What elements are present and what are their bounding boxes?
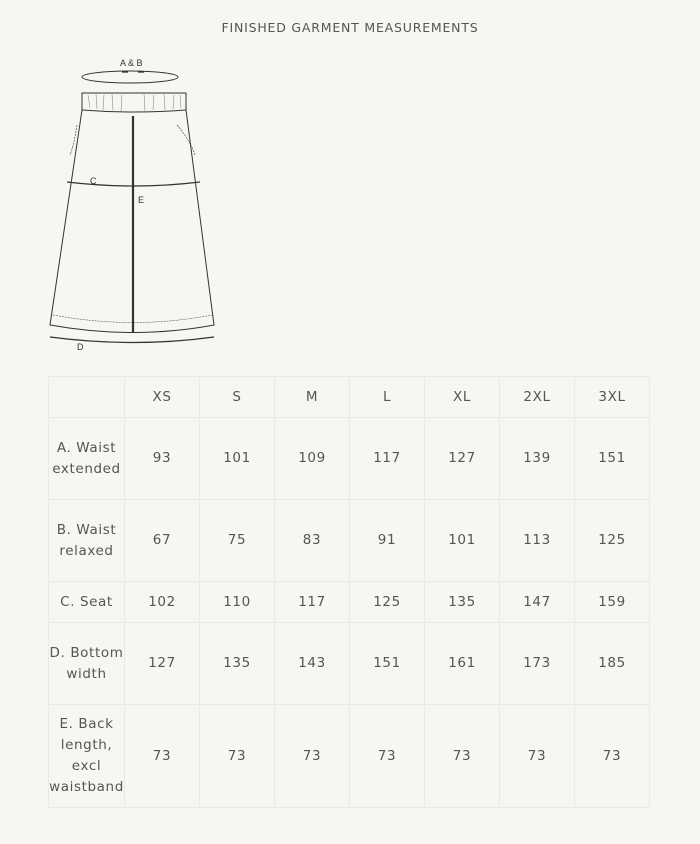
table-row bbox=[49, 582, 650, 623]
value-cell: 125 bbox=[350, 582, 425, 623]
value-cell: 73 bbox=[200, 705, 275, 808]
page-title: FINISHED GARMENT MEASUREMENTS bbox=[221, 20, 479, 35]
gathers bbox=[88, 94, 181, 111]
value-cell: 73 bbox=[575, 705, 650, 808]
value-cell: 117 bbox=[275, 582, 350, 623]
value-cell: 110 bbox=[200, 582, 275, 623]
header-cell: XS bbox=[125, 377, 200, 418]
value-cell: 143 bbox=[275, 623, 350, 705]
label-c: C bbox=[90, 176, 97, 186]
row-label: A. Waist extended bbox=[49, 418, 125, 500]
value-cell: 159 bbox=[575, 582, 650, 623]
value-cell: 117 bbox=[350, 418, 425, 500]
row-label: B. Waist relaxed bbox=[49, 500, 125, 582]
header-cell: XL bbox=[425, 377, 500, 418]
value-cell: 173 bbox=[500, 623, 575, 705]
value-cell: 161 bbox=[425, 623, 500, 705]
value-cell: 73 bbox=[425, 705, 500, 808]
waistband bbox=[82, 93, 186, 112]
label-e: E bbox=[138, 195, 145, 205]
table-row bbox=[49, 418, 650, 500]
value-cell: 73 bbox=[275, 705, 350, 808]
skirt-diagram bbox=[40, 50, 240, 360]
row-label: E. Back length, excl waistband bbox=[49, 705, 125, 808]
value-cell: 127 bbox=[125, 623, 200, 705]
value-cell: 102 bbox=[125, 582, 200, 623]
value-cell: 135 bbox=[425, 582, 500, 623]
value-cell: 93 bbox=[125, 418, 200, 500]
value-cell: 135 bbox=[200, 623, 275, 705]
table-row bbox=[49, 705, 650, 808]
bottom-width-line bbox=[50, 337, 214, 343]
value-cell: 125 bbox=[575, 500, 650, 582]
table-row bbox=[49, 623, 650, 705]
value-cell: 151 bbox=[350, 623, 425, 705]
value-cell: 113 bbox=[500, 500, 575, 582]
header-cell: L bbox=[350, 377, 425, 418]
value-cell: 139 bbox=[500, 418, 575, 500]
value-cell: 67 bbox=[125, 500, 200, 582]
header-cell: M bbox=[275, 377, 350, 418]
value-cell: 127 bbox=[425, 418, 500, 500]
header-cell: S bbox=[200, 377, 275, 418]
measurements-table bbox=[48, 376, 650, 808]
table-row bbox=[49, 500, 650, 582]
label-ab: A & B bbox=[120, 58, 143, 68]
value-cell: 73 bbox=[350, 705, 425, 808]
label-d: D bbox=[77, 342, 84, 352]
header-cell bbox=[49, 377, 125, 418]
waist-measure-ellipse bbox=[82, 71, 178, 83]
value-cell: 83 bbox=[275, 500, 350, 582]
value-cell: 151 bbox=[575, 418, 650, 500]
value-cell: 185 bbox=[575, 623, 650, 705]
row-label: D. Bottom width bbox=[49, 623, 125, 705]
value-cell: 109 bbox=[275, 418, 350, 500]
table-header-row bbox=[49, 377, 650, 418]
value-cell: 101 bbox=[200, 418, 275, 500]
header-cell: 2XL bbox=[500, 377, 575, 418]
value-cell: 91 bbox=[350, 500, 425, 582]
value-cell: 73 bbox=[500, 705, 575, 808]
header-cell: 3XL bbox=[575, 377, 650, 418]
value-cell: 101 bbox=[425, 500, 500, 582]
value-cell: 147 bbox=[500, 582, 575, 623]
value-cell: 73 bbox=[125, 705, 200, 808]
row-label: C. Seat bbox=[49, 582, 125, 623]
value-cell: 75 bbox=[200, 500, 275, 582]
